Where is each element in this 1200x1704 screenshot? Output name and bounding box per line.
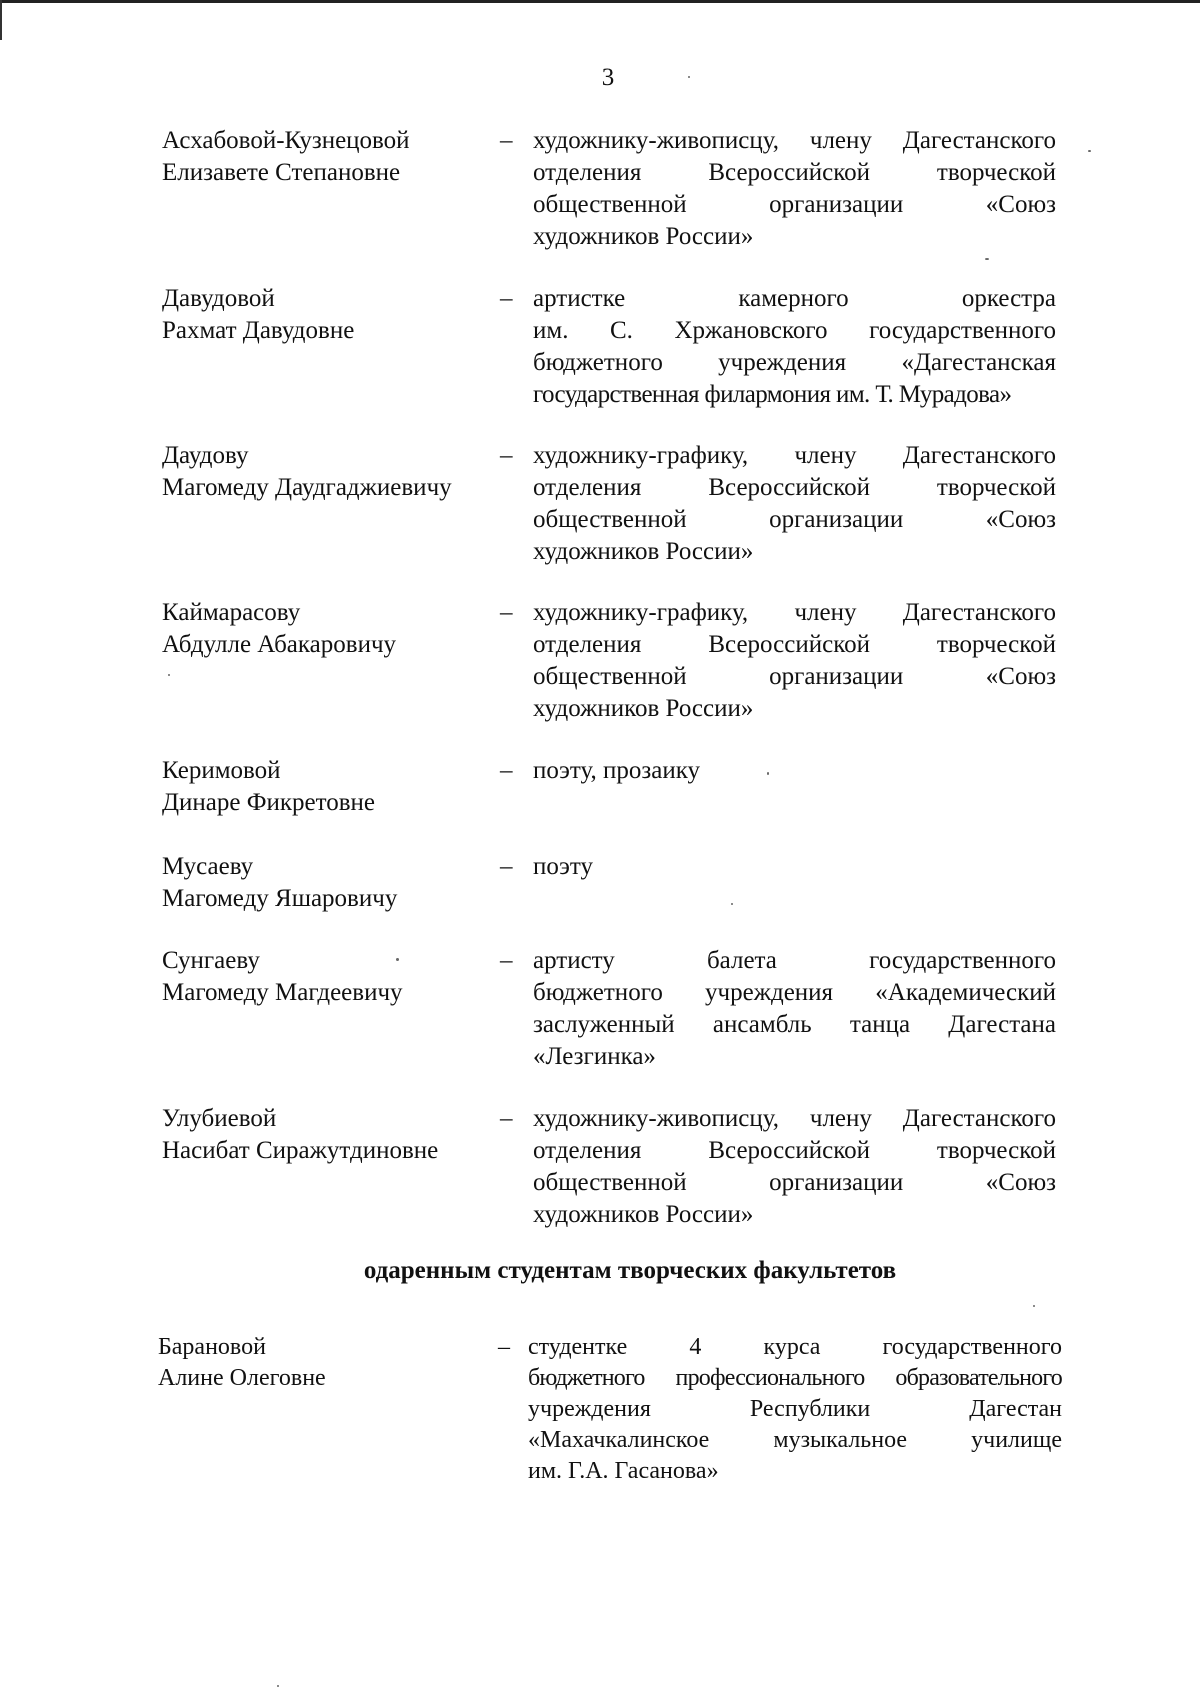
recipient-name bbox=[162, 125, 492, 189]
recipient-surname: Даудову bbox=[162, 442, 249, 469]
recipient-description bbox=[533, 851, 1056, 883]
recipient-name bbox=[162, 851, 492, 915]
description-line: артистке камерного оркестра bbox=[533, 285, 1056, 312]
dash: – bbox=[500, 947, 513, 974]
dash: – bbox=[500, 599, 513, 626]
recipient-surname: Давудовой bbox=[162, 285, 275, 312]
recipient-given-name: Магомеду Яшаровичу bbox=[162, 885, 398, 912]
recipient-description bbox=[533, 945, 1056, 1073]
recipient-description bbox=[533, 125, 1056, 253]
description-line: студентке 4 курса государственного bbox=[528, 1334, 1062, 1360]
description-line: поэту, прозаику bbox=[533, 757, 701, 784]
description-line: государственная филармония им. Т. Мурадова» bbox=[533, 381, 1012, 408]
description-line: художнику-графику, члену Дагестанского bbox=[533, 442, 1056, 469]
description-line: отделения Всероссийской творческой bbox=[533, 474, 1056, 501]
description-line: учреждения Республики Дагестан bbox=[528, 1396, 1062, 1422]
recipient-given-name: Насибат Сиражутдиновне bbox=[162, 1137, 439, 1164]
dash: – bbox=[500, 127, 513, 154]
scan-speck bbox=[396, 958, 399, 961]
recipient-surname: Улубиевой bbox=[162, 1105, 277, 1132]
recipient-name bbox=[162, 945, 492, 1009]
scan-speck bbox=[731, 903, 733, 905]
description-line: художников России» bbox=[533, 1201, 754, 1228]
dash: – bbox=[500, 1105, 513, 1132]
recipient-description bbox=[533, 440, 1056, 568]
recipient-surname: Асхабовой-Кузнецовой bbox=[162, 127, 410, 154]
scan-speck bbox=[277, 1685, 279, 1687]
dash: – bbox=[500, 853, 513, 880]
recipient-name bbox=[162, 597, 492, 661]
description-line: общественной организации «Союз bbox=[533, 1169, 1056, 1196]
description-line: отделения Всероссийской творческой bbox=[533, 159, 1056, 186]
recipient-description bbox=[533, 283, 1056, 411]
recipient-given-name: Динаре Фикретовне bbox=[162, 789, 376, 816]
description-line: художнику-живописцу, члену Дагестанского bbox=[533, 127, 1056, 154]
recipient-surname: Керимовой bbox=[162, 757, 281, 784]
scan-speck bbox=[985, 258, 989, 260]
description-line: бюджетного учреждения «Дагестанская bbox=[533, 349, 1056, 376]
page-border-left bbox=[0, 0, 2, 40]
scan-speck bbox=[688, 76, 690, 78]
description-line: художнику-живописцу, члену Дагестанского bbox=[533, 1105, 1056, 1132]
recipient-name bbox=[158, 1332, 488, 1394]
description-line: художников России» bbox=[533, 223, 754, 250]
dash: – bbox=[498, 1334, 510, 1360]
description-line: художников России» bbox=[533, 538, 754, 565]
scan-speck bbox=[767, 772, 769, 775]
dash: – bbox=[500, 757, 513, 784]
scan-speck bbox=[1088, 150, 1091, 152]
recipient-surname: Каймарасову bbox=[162, 599, 301, 626]
description-line: поэту bbox=[533, 853, 594, 880]
recipient-description bbox=[533, 1103, 1056, 1231]
recipient-given-name: Магомеду Магдеевичу bbox=[162, 979, 403, 1006]
scan-speck bbox=[168, 674, 170, 676]
description-line: отделения Всероссийской творческой bbox=[533, 1137, 1056, 1164]
recipient-given-name: Алине Олеговне bbox=[158, 1365, 326, 1391]
recipient-given-name: Абдулле Абакаровичу bbox=[162, 631, 397, 658]
page-number: 3 bbox=[601, 64, 615, 91]
recipient-surname: Сунгаеву bbox=[162, 947, 260, 974]
recipient-surname: Барановой bbox=[158, 1334, 266, 1360]
description-line: отделения Всероссийской творческой bbox=[533, 631, 1056, 658]
page-border-top bbox=[0, 0, 1200, 3]
description-line: «Лезгинка» bbox=[533, 1043, 656, 1070]
description-line: артисту балета государственного bbox=[533, 947, 1056, 974]
recipient-given-name: Магомеду Даудгаджиевичу bbox=[162, 474, 452, 501]
description-line: художнику-графику, члену Дагестанского bbox=[533, 599, 1056, 626]
section-heading: одаренным студентам творческих факультетов bbox=[363, 1257, 897, 1284]
description-line: бюджетного учреждения «Академический bbox=[533, 979, 1056, 1006]
description-line: бюджетного профессионального образовательного bbox=[528, 1365, 1062, 1391]
recipient-name bbox=[162, 755, 492, 819]
description-line: им. Г.А. Гасанова» bbox=[528, 1458, 719, 1484]
recipient-name bbox=[162, 440, 492, 504]
description-line: художников России» bbox=[533, 695, 754, 722]
scan-speck bbox=[1033, 1305, 1035, 1307]
description-line: общественной организации «Союз bbox=[533, 663, 1056, 690]
description-line: им. С. Хржановского государственного bbox=[533, 317, 1056, 344]
recipient-given-name: Елизавете Степановне bbox=[162, 159, 401, 186]
recipient-description bbox=[533, 755, 1056, 787]
recipient-name bbox=[162, 1103, 492, 1167]
description-line: «Махачкалинское музыкальное училище bbox=[528, 1427, 1062, 1453]
dash: – bbox=[500, 442, 513, 469]
recipient-description bbox=[528, 1332, 1062, 1487]
recipient-surname: Мусаеву bbox=[162, 853, 254, 880]
description-line: общественной организации «Союз bbox=[533, 191, 1056, 218]
description-line: заслуженный ансамбль танца Дагестана bbox=[533, 1011, 1056, 1038]
recipient-description bbox=[533, 597, 1056, 725]
description-line: общественной организации «Союз bbox=[533, 506, 1056, 533]
dash: – bbox=[500, 285, 513, 312]
recipient-name bbox=[162, 283, 492, 347]
recipient-given-name: Рахмат Давудовне bbox=[162, 317, 355, 344]
